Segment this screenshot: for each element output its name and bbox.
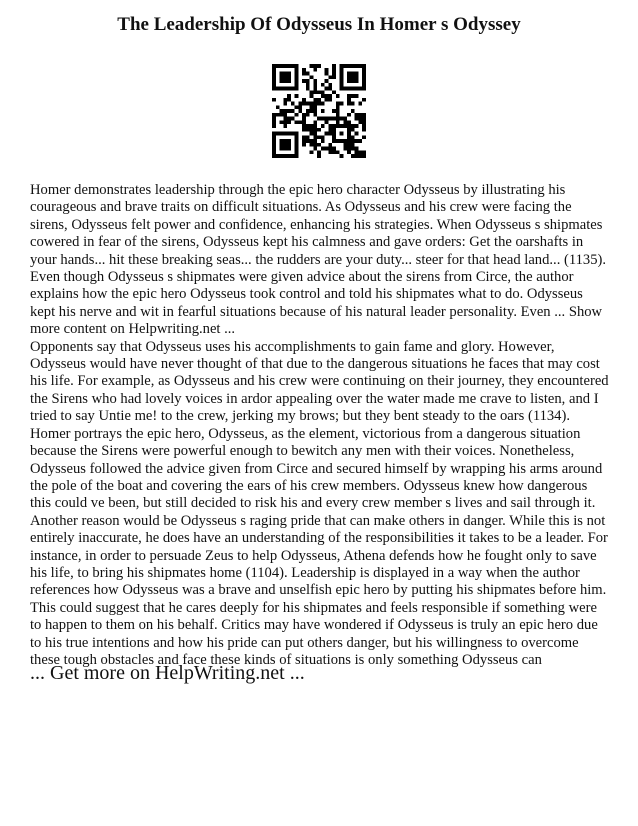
get-more-link[interactable]: ... Get more on HelpWriting.net ... [30, 662, 305, 684]
document-title: The Leadership Of Odysseus In Homer s Odyssey [117, 14, 521, 35]
qr-code-icon [272, 64, 366, 158]
article-body [30, 182, 610, 669]
article-paragraph-1: Homer demonstrates leadership through the epic hero character Odysseus by illustrating his courageous and brave traits on difficult situations. As Odysseus and his crew were facing the sirens, Odysseus felt power and confidence, enhancing his strategies. When Odysseus s shipmates cowered in fear of the sirens, Odysseus kept his calmness and gave orders: Get the oarshafts in your hands... hit these breaking seas... the rudders are your duty... steer for that head land... (1135). Even though Odysseus s shipmates were given advice about the sirens from Circe, the author explains how the epic hero Odysseus took control and told his shipmates what to do. Odysseus kept his nerve and wit in fearful situations because of his natural leader personality. Even ... Show more content on Helpwriting.net ... [30, 182, 607, 338]
article-paragraph-2: Opponents say that Odysseus uses his accomplishments to gain fame and glory. However, Odysseus would have never thought of that due to the dangerous situations he faces that may cost his life. For example, as Odysseus and his crew were continuing on their journey, they encountered the Sirens who had lovely voices in ardor appealing over the water made me crave to listen, and I tried to say Untie me! to the crew, jerking my brows; but they bent steady to the oars (1134). Homer portrays the epic hero, Odysseus, as the element, victorious from a dangerous situation because the Sirens were powerful enough to bewitch any men with their voices. Nonetheless, Odysseus followed the advice given from Circe and secured himself by wrapping his arms around the pole of the boat and covering the ears of his crew members. Odysseus knew how dangerous this could ve been, but still decided to risk his and every crew member s lives and sail through it. Another reason would be Odysseus s raging pride that can make others in danger. While this is not entirely inaccurate, he does have an understanding of the responsibilities it takes to be a leader. For instance, in order to persuade Zeus to help Odysseus, Athena defends how he fought only to save his life, to bring his shipmates home (1104). Leadership is displayed in a way when the author references how Odysseus was a brave and unselfish epic hero by putting his shipmates before him. This could suggest that he cares deeply for his shipmates and feels responsible if something were to happen to them on his behalf. Critics may have wondered if Odysseus is truly an epic hero due to his true intentions and how his pride can put others danger, but his willingness to overcome these tough obstacles and face these kinds of situations is only something Odysseus can [30, 338, 609, 668]
